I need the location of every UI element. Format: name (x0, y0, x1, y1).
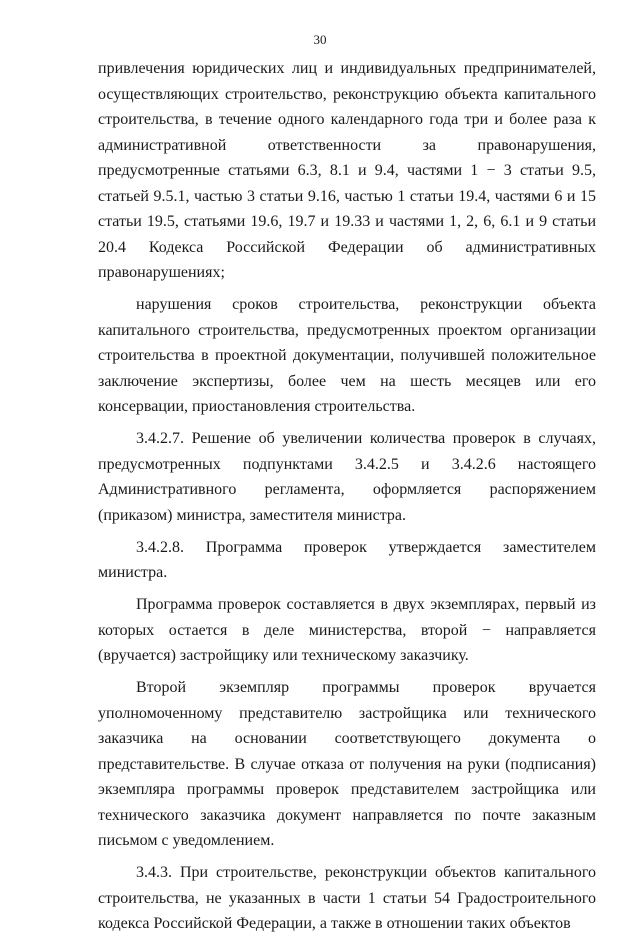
paragraph-program-copies: Программа проверок составляется в двух экземплярах, первый из которых остается в деле министерства, второй − направляется (вручается) застройщику или техническому заказчику. (98, 596, 596, 664)
paragraph-3-4-2-8: 3.4.2.8. Программа проверок утверждается заместителем министра. (98, 538, 596, 581)
paragraph-second-copy-delivery: Второй экземпляр программы проверок вручается уполномоченному представителю застройщика или технического заказчика на основании соответствующего документа о представительстве. В случае отказа от получения на руки (подписания) экземпляра программы проверок представителем застройщика или технического заказчика документ направляется по почте заказным письмом с уведомлением. (98, 679, 596, 849)
paragraph-construction-deadline-violation: нарушения сроков строительства, реконструкции объекта капитального строительства, предусмотренных проектом организации строительства в проектной документации, получившей положительное заключение экспертизы, более чем на шесть месяцев или его консервации, приостановления строительства. (98, 296, 596, 415)
page-number: 30 (313, 32, 327, 47)
paragraph-continuation: привлечения юридических лиц и индивидуальных предпринимателей, осуществляющих строительство, реконструкцию объекта капитального строительства, в течение одного календарного года три и более раза к административной ответственности за правонарушения, предусмотренные статьями 6.3, 8.1 и 9.4, частями 1 − 3 статьи 9.5, статьей 9.5.1, частью 3 статьи 9.16, частью 1 статьи 19.4, частями 6 и 15 статьи 19.5, статьями 19.6, 19.7 и 19.33 и частями 1, 2, 6, 6.1 и 9 статьи 20.4 Кодекса Российской Федерации об административных правонарушениях; (98, 60, 596, 281)
paragraph-3-4-3: 3.4.3. При строительстве, реконструкции объектов капитального строительства, не указанных в части 1 статьи 54 Градостроительного кодекса Российской Федерации, а также в отношении таких объектов (98, 864, 596, 932)
document-body (98, 56, 596, 937)
paragraph-3-4-2-7: 3.4.2.7. Решение об увеличении количества проверок в случаях, предусмотренных подпунктами 3.4.2.5 и 3.4.2.6 настоящего Административного регламента, оформляется распоряжением (приказом) министра, заместителя министра. (98, 430, 596, 524)
